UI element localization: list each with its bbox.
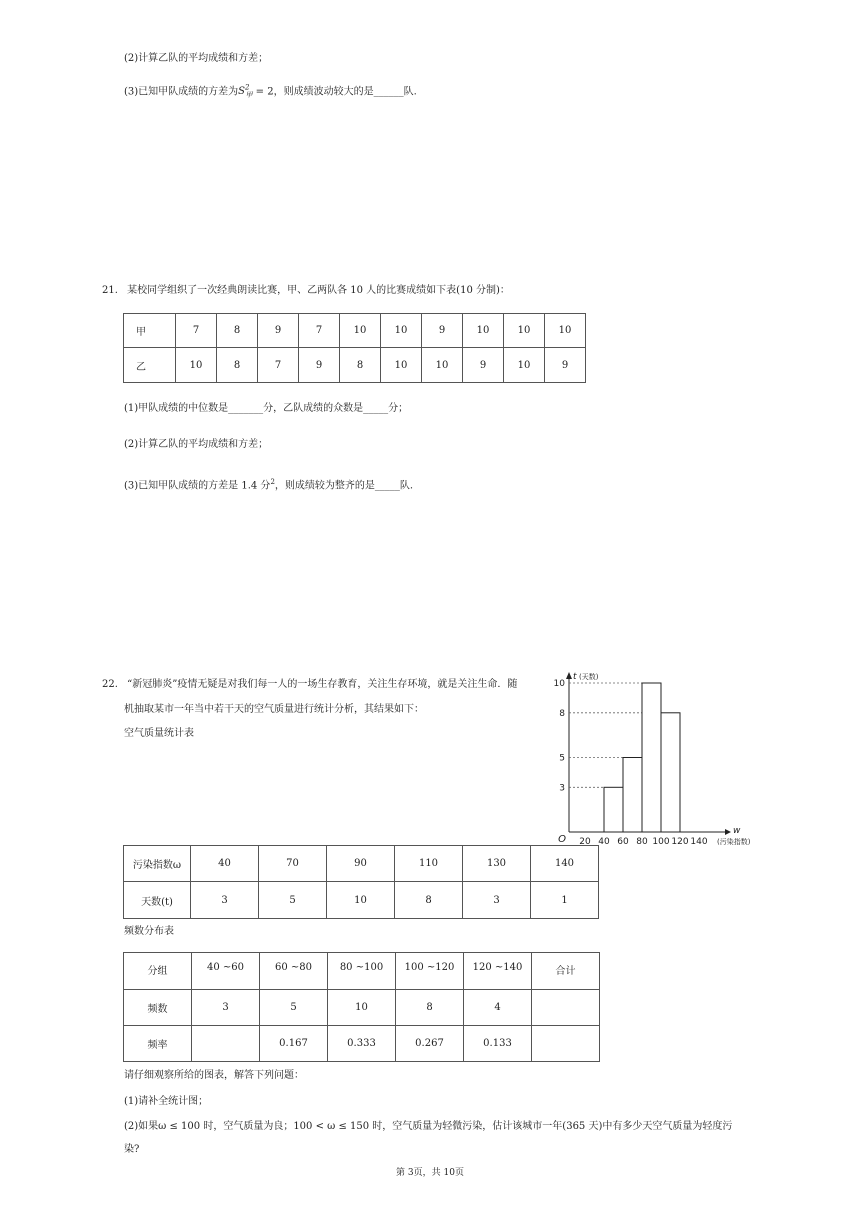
page-footer: 第 3页，共 10页: [396, 1168, 464, 1178]
row-label: 甲: [124, 314, 176, 348]
score-cell: 10: [504, 314, 545, 348]
x-axis-label: w: [733, 826, 741, 836]
score-cell: 10: [463, 314, 504, 348]
table-row: [124, 846, 599, 882]
q21-part3: (3)已知甲队成绩的方差是 1.4 分$^2$，则成绩较为整齐的是_____队.: [124, 478, 414, 492]
score-cell: 8: [340, 348, 381, 383]
histogram-bar: [661, 713, 680, 832]
table-cell: 100 ~120: [396, 953, 464, 990]
table-cell: 140: [531, 846, 599, 882]
origin-label: O: [558, 834, 566, 845]
air-quality-histogram: [555, 665, 770, 850]
table-row: [124, 348, 586, 383]
score-cell: 10: [545, 314, 586, 348]
score-cell: 10: [176, 348, 217, 383]
y-tick-label: 10: [553, 679, 565, 689]
table-cell: 5: [259, 882, 327, 919]
score-cell: 10: [422, 348, 463, 383]
q22-question: 请仔细观察所给的图表，解答下列问题：: [124, 1070, 304, 1081]
table-cell: 合计: [532, 953, 600, 990]
table-cell: 0.267: [396, 1026, 464, 1062]
x-tick-label: 40: [598, 837, 610, 847]
score-cell: 10: [381, 314, 422, 348]
row-label: 频数: [124, 990, 192, 1026]
y-axis-arrow: [566, 672, 572, 679]
q22-part2-line2: 染?: [124, 1144, 140, 1155]
table-cell: 10: [327, 882, 395, 919]
score-cell: 7: [176, 314, 217, 348]
frequency-table: [123, 952, 600, 1062]
score-cell: 9: [258, 314, 299, 348]
q21-stem-text: 某校同学组织了一次经典朗读比赛，甲、乙两队各 10 人的比赛成绩如下表(10 分制)：: [127, 285, 510, 296]
table-cell: 3: [192, 990, 260, 1026]
score-cell: 9: [422, 314, 463, 348]
table-cell: 1: [531, 882, 599, 919]
table-cell: 40: [191, 846, 259, 882]
y-tick-label: 8: [559, 708, 565, 719]
table-cell: 0.167: [260, 1026, 328, 1062]
table-cell: 80 ~100: [328, 953, 396, 990]
table-row: [124, 882, 599, 919]
q21-score-table: [123, 313, 586, 383]
x-axis-arrow: [725, 829, 731, 835]
score-cell: 9: [545, 348, 586, 383]
table-cell: 60 ~80: [260, 953, 328, 990]
table-cell: 70: [259, 846, 327, 882]
table-cell: 4: [464, 990, 532, 1026]
table-cell: 120 ~140: [464, 953, 532, 990]
row-label: 污染指数ω: [124, 846, 191, 882]
q22-stem-line2: 机抽取某市一年当中若干天的空气质量进行统计分析，其结果如下：: [124, 704, 424, 715]
q20-variance-value: = 2: [252, 86, 274, 98]
histogram-bar: [623, 758, 642, 833]
row-label: 乙: [124, 348, 176, 383]
q20-part3: [124, 81, 417, 102]
table-row: [124, 1026, 600, 1062]
score-cell: 9: [463, 348, 504, 383]
histogram-bar: [604, 787, 623, 832]
y-axis-label: t: [573, 672, 577, 682]
score-cell: 10: [504, 348, 545, 383]
table-cell: 40 ~60: [192, 953, 260, 990]
row-label: 天数(t): [124, 882, 191, 919]
x-tick-label: 60: [617, 837, 629, 847]
score-cell: 10: [381, 348, 422, 383]
table-header-row: [124, 953, 600, 990]
score-cell: 8: [217, 348, 258, 383]
q22-table2-title: 频数分布表: [124, 926, 174, 937]
table-cell: [532, 1026, 600, 1062]
q20-variance-symbol: $S^2_甲$: [238, 84, 253, 100]
row-label: 频率: [124, 1026, 192, 1062]
q21-part2: (2)计算乙队的平均成绩和方差；: [124, 439, 269, 450]
table-cell: 5: [260, 990, 328, 1026]
x-tick-label: 80: [636, 837, 648, 847]
score-cell: 9: [299, 348, 340, 383]
x-tick-label: 140: [690, 837, 708, 847]
table-cell: 0.333: [328, 1026, 396, 1062]
table-cell: 90: [327, 846, 395, 882]
q20-part3-pre: (3)已知甲队成绩的方差为: [124, 86, 239, 98]
q20-part2: (2)计算乙队的平均成绩和方差；: [124, 53, 269, 64]
q22-part1: (1)请补全统计图；: [124, 1096, 209, 1107]
x-tick-label: 120: [671, 837, 689, 847]
table-cell: [532, 990, 600, 1026]
x-tick-label: 100: [652, 837, 670, 847]
table-cell: 10: [328, 990, 396, 1026]
table-cell: 0.133: [464, 1026, 532, 1062]
table-row: [124, 990, 600, 1026]
x-tick-label: 20: [579, 837, 591, 847]
row-label: 分组: [124, 953, 192, 990]
x-axis-unit: (污染指数): [717, 838, 751, 846]
table-cell: 3: [463, 882, 531, 919]
q21-squared: 2: [270, 478, 275, 486]
table-cell: 110: [395, 846, 463, 882]
y-tick-label: 5: [559, 753, 565, 764]
q20-part3-post: ，则成绩波动较大的是______队.: [273, 86, 417, 98]
y-axis-unit: (天数): [579, 673, 599, 681]
table-cell: 8: [396, 990, 464, 1026]
table-cell: 8: [395, 882, 463, 919]
air-quality-table: [123, 845, 599, 919]
q21-part1: (1)甲队成绩的中位数是_______分，乙队成绩的众数是_____分；: [124, 403, 409, 414]
score-cell: 7: [258, 348, 299, 383]
score-cell: 8: [217, 314, 258, 348]
q22-stem-line1: 22. “新冠肺炎”疫情无疑是对我们每一人的一场生存教育，关注生存环境，就是关注生命．随: [102, 679, 518, 690]
table-cell: 130: [463, 846, 531, 882]
table-cell: 3: [191, 882, 259, 919]
y-tick-label: 3: [559, 783, 565, 794]
q21-stem: [102, 284, 510, 298]
q22-part2-line1: (2)如果ω ≤ 100 时，空气质量为良；100 < ω ≤ 150 时，空气质量为轻微污染，估计该城市一年(365 天)中有多少天空气质量为轻度污: [124, 1121, 733, 1132]
score-cell: 10: [340, 314, 381, 348]
score-cell: 7: [299, 314, 340, 348]
histogram-bar: [642, 683, 661, 832]
table-cell: [192, 1026, 260, 1062]
q22-table1-title: 空气质量统计表: [124, 728, 194, 739]
table-row: [124, 314, 586, 348]
q21-number: 21.: [102, 285, 118, 296]
q22-number: 22.: [102, 679, 118, 690]
